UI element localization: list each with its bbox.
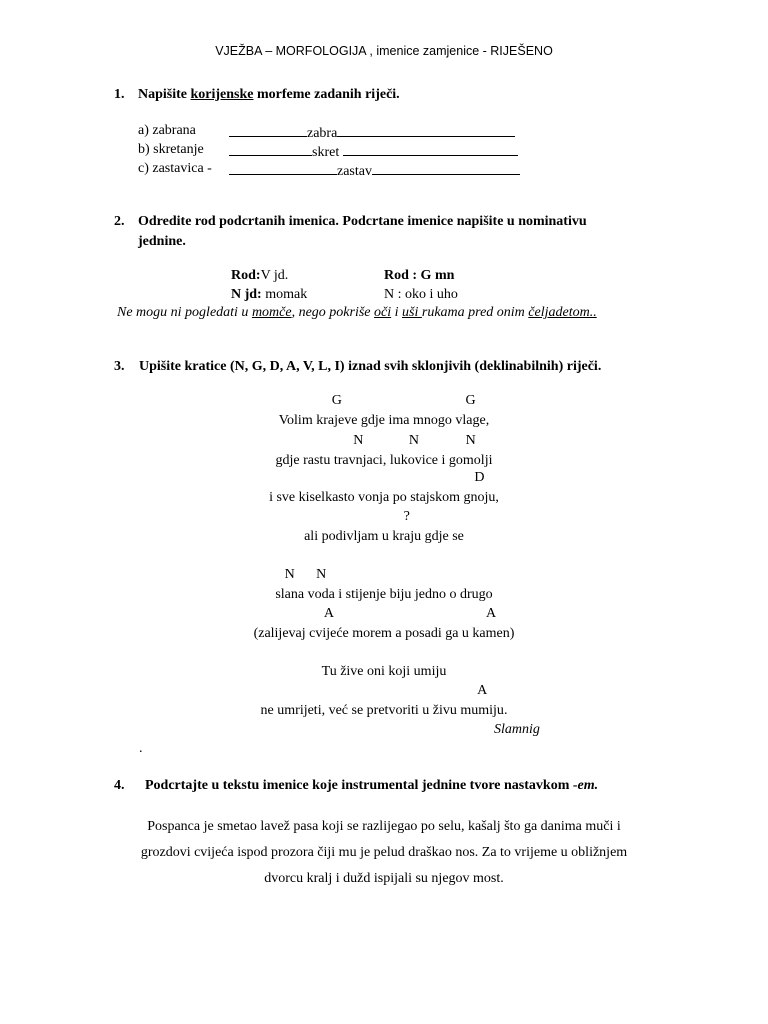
q1-item-b-answer: [229, 143, 518, 160]
poem-word-text: gnoju: [463, 490, 496, 505]
poem-line-6: [0, 606, 768, 641]
poem-line-8-pre: ne umrijeti, već se pretvoriti u živu: [260, 703, 461, 718]
q4-paragraph-line-1: Pospanca je smetao lavež pasa koji se razlijegao po selu, kašalj što ga danima muči i: [147, 819, 621, 834]
q1-instruction-underlined: korijenske: [190, 87, 254, 102]
case-label: D: [474, 470, 485, 485]
case-label: N: [284, 567, 295, 582]
poem-line-8-post: .: [503, 703, 508, 718]
q2-col2-n: N : oko i uho: [384, 287, 458, 302]
poem-line-6-pre: (zalijevaj: [253, 626, 310, 641]
q3-number: 3.: [114, 359, 125, 374]
case-label: A: [477, 683, 488, 698]
poem-word-text: kamen: [472, 626, 510, 641]
q2-word-celjadetom: čeljadetom..: [528, 305, 597, 320]
poem-word-text: krajeve: [316, 413, 358, 428]
poem-word-text: lukovice: [389, 453, 439, 468]
q1-instruction: [138, 88, 400, 102]
poem-word-text: voda: [307, 587, 335, 602]
case-label: G: [465, 393, 476, 408]
q2-instruction-line2: jednine.: [138, 234, 186, 249]
q1-item-c-label: c) zastavica -: [138, 161, 212, 176]
case-label: N: [408, 433, 419, 448]
poem-line-2-sep2: i: [438, 453, 449, 468]
poem-word-text: cvijeće: [309, 626, 349, 641]
poem-word-travnjaci: [333, 433, 383, 468]
q1-item-c-answer: [229, 162, 520, 179]
poem-word-slana: [275, 567, 305, 602]
q2-col2-rod: Rod : G mn: [384, 268, 455, 283]
case-label: G: [331, 393, 342, 408]
poem-line-1-post: ,: [485, 413, 490, 428]
poem-trailing-dot: .: [139, 741, 143, 756]
q4-paragraph-line-3: dvorcu kralj i dužd ispijali su njegov most.: [264, 871, 504, 886]
poem-line-1: [0, 393, 768, 428]
poem-word-vlage: [455, 393, 486, 428]
q2-sentence-mid2: i: [391, 305, 403, 320]
poem-word-text: slana: [275, 587, 305, 602]
poem-word-kamen: [472, 606, 510, 641]
q1-item-b-answer-text: skret: [312, 145, 340, 160]
poem-line-2-sep1: ,: [382, 453, 390, 468]
poem-word-text: mumiju: [460, 703, 504, 718]
q2-sentence: [117, 306, 597, 320]
poem-word-gomolji: [448, 433, 493, 468]
poem-word-text: kraju: [392, 529, 422, 544]
q1-item-a-label: a) zabrana: [138, 123, 196, 138]
poem-word-mumiju: [460, 683, 504, 718]
poem-line-5: [0, 567, 768, 602]
poem-line-5-post: i stijenje biju jedno o drugo: [334, 587, 493, 602]
q2-col1-rod-label: Rod:: [231, 268, 261, 283]
q2-col1-njd-label: N jd:: [231, 287, 262, 302]
poem-line-3-post: ,: [495, 490, 499, 505]
q2-col1-njd: [231, 288, 307, 302]
poem-line-6-mid: morem a posadi ga u: [348, 626, 473, 641]
q4-instruction-suffix: -em.: [572, 778, 599, 793]
q4-instruction-pre: Podcrtajte u tekstu imenice koje instrumental jednine tvore nastavkom: [145, 778, 573, 793]
poem-line-1-mid: gdje ima mnogo: [357, 413, 456, 428]
poem-word-cvijece: [309, 606, 349, 641]
poem-word-text: travnjaci: [333, 453, 383, 468]
poem-word-kraju: [392, 509, 422, 544]
poem-word-voda: [307, 567, 335, 602]
poem-line-6-post: ): [509, 626, 515, 641]
q2-sentence-mid3: rukama pred onim: [421, 305, 529, 320]
q4-paragraph-line-2: grozdovi cvijeća ispod prozora čiji mu je pelud draškao nos. Za to vrijeme u obližnjem: [140, 845, 628, 860]
poem-author: Slamnig: [494, 722, 540, 737]
q2-word-momce: momče: [251, 305, 292, 320]
case-label: A: [486, 606, 497, 621]
q2-col1-njd-value: momak: [265, 287, 308, 302]
q2-word-usi: uši: [402, 305, 422, 320]
q1-item-b-label: b) skretanje: [138, 142, 204, 157]
case-label: N: [353, 433, 364, 448]
poem-line-8: [0, 683, 768, 718]
q2-sentence-mid1: , nego pokriše: [291, 305, 375, 320]
q2-number: 2.: [114, 214, 125, 229]
q4-instruction: [145, 779, 598, 793]
poem-word-lukovice: [389, 433, 439, 468]
q1-instruction-post: morfeme zadanih riječi.: [253, 87, 400, 102]
case-label: A: [323, 606, 335, 621]
poem-line-7: Tu žive oni koji umiju: [321, 664, 447, 679]
q2-sentence-pre: Ne mogu ni pogledati u: [117, 305, 252, 320]
poem-word-text: gomolji: [448, 453, 493, 468]
q1-instruction-pre: Napišite: [138, 87, 191, 102]
case-label: N: [316, 567, 327, 582]
poem-line-4: [0, 509, 768, 544]
poem-word-gnoju: [463, 470, 496, 505]
poem-line-2-pre: gdje rastu: [275, 453, 334, 468]
q2-instruction-line1: Odredite rod podcrtanih imenica. Podcrtane imenice napišite u nominativu: [138, 214, 587, 229]
q2-col1-rod-value: V jd.: [260, 268, 289, 283]
q2-col1-rod: [231, 269, 288, 283]
case-label: N: [465, 433, 476, 448]
page-title: VJEŽBA – MORFOLOGIJA , imenice zamjenice - RIJEŠENO: [215, 44, 553, 58]
poem-line-3-pre: i sve kiselkasto vonja po stajskom: [269, 490, 464, 505]
poem-word-krajeve: [316, 393, 358, 428]
q1-number: 1.: [114, 87, 125, 102]
poem-line-4-post: gdje se: [421, 529, 464, 544]
q4-number: 4.: [114, 778, 125, 793]
poem-line-2: [0, 433, 768, 468]
poem-word-text: vlage: [455, 413, 486, 428]
case-label: ?: [403, 509, 410, 524]
q2-word-oci: oči: [374, 305, 392, 320]
q1-item-a-answer-text: zabra: [307, 126, 338, 141]
q1-item-c-answer-text: zastav: [337, 164, 372, 179]
q1-item-a-answer: [229, 124, 515, 141]
poem-line-3: [0, 470, 768, 505]
poem-line-4-pre: ali podivljam u: [304, 529, 393, 544]
poem-line-1-pre: Volim: [278, 413, 317, 428]
q3-instruction: Upišite kratice (N, G, D, A, V, L, I) iznad svih sklonjivih (deklinabilnih) riječi.: [139, 359, 602, 374]
